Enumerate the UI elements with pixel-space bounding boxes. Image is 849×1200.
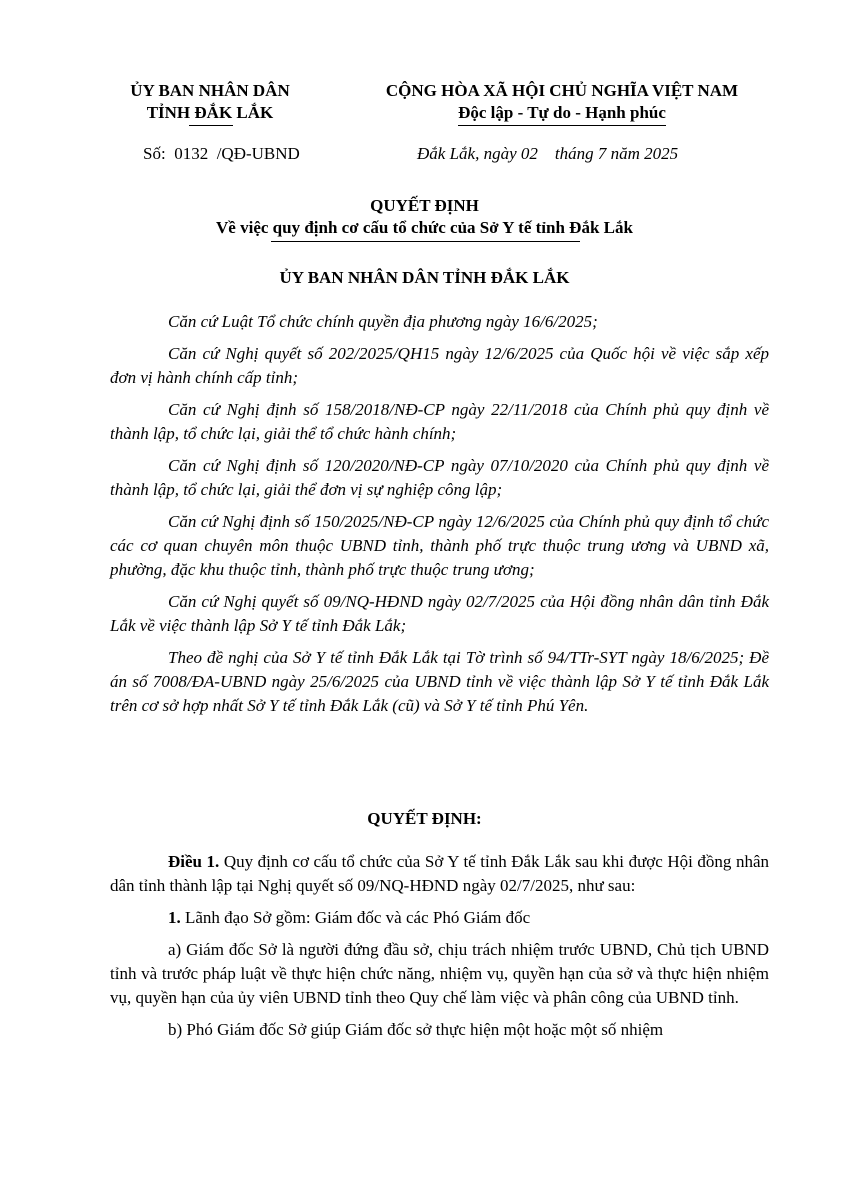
number-suffix: /QĐ-UBND xyxy=(216,144,300,163)
article-1-item-1 xyxy=(110,906,769,930)
legal-basis-item: Căn cứ Nghị quyết số 09/NQ-HĐND ngày 02/7/2025 của Hội đồng nhân dân tỉnh Đắk Lắk về việc thành lập Sở Y tế tỉnh Đắk Lắk; xyxy=(110,592,769,635)
article-1-text: Quy định cơ cấu tổ chức của Sở Y tế tỉnh Đắk Lắk sau khi được Hội đồng nhân dân tỉnh thành lập tại Nghị quyết số 09/NQ-HĐND ngày 02/7/2025, như sau: xyxy=(110,852,769,895)
article-1-label: Điều 1. xyxy=(168,852,220,871)
item-1-text: Lãnh đạo Sở gồm: Giám đốc và các Phó Giám đốc xyxy=(180,908,531,927)
nation-motto: Độc lập - Tự do - Hạnh phúc xyxy=(458,102,666,126)
legal-bases xyxy=(110,310,769,718)
legal-basis-item: Theo đề nghị của Sở Y tế tỉnh Đắk Lắk tại Tờ trình số 94/TTr-SYT ngày 18/6/2025; Đề án số 7008/ĐA-UBND ngày 25/6/2025 của UBND tỉnh về việc thành lập Sở Y tế tỉnh Đắk Lắk trên cơ sở hợp nhất Sở Y tế tỉnh Đắk Lắk (cũ) và Sở Y tế tỉnh Phú Yên. xyxy=(110,648,769,715)
title-underline xyxy=(271,241,580,242)
article-1-item-b: b) Phó Giám đốc Sở giúp Giám đốc sở thực hiện một hoặc một số nhiệm xyxy=(168,1020,664,1039)
legal-basis-item: Căn cứ Luật Tổ chức chính quyền địa phương ngày 16/6/2025; xyxy=(168,312,598,331)
legal-basis-item: Căn cứ Nghị định số 150/2025/NĐ-CP ngày 12/6/2025 của Chính phủ quy định tổ chức các cơ quan chuyên môn thuộc UBND tỉnh, thành phố trực thuộc trung ương và UBND xã, phường, đặc khu thuộc tỉnh, thành phố trực thuộc trung ương; xyxy=(110,512,769,579)
number-value: 0132 xyxy=(174,144,209,163)
article-1-item-a: a) Giám đốc Sở là người đứng đầu sở, chịu trách nhiệm trước UBND, Chủ tịch UBND tỉnh và trước pháp luật về thực hiện chức năng, nhiệm vụ, quyền hạn của sở và thực hiện nhiệm vụ, quyền hạn của ủy viên UBND tỉnh theo Quy chế làm việc và phân công của UBND tỉnh. xyxy=(110,940,769,1007)
document-date: Đắk Lắk, ngày 02 tháng 7 năm 2025 xyxy=(417,144,679,163)
document-number xyxy=(143,143,300,165)
article-1-intro xyxy=(110,850,769,898)
national-header xyxy=(352,80,772,126)
agency-line-1: ỦY BAN NHÂN DÂN xyxy=(130,81,290,100)
nation-line-1: CỘNG HÒA XÃ HỘI CHỦ NGHĨA VIỆT NAM xyxy=(385,81,739,100)
number-label: Số: xyxy=(143,144,166,163)
issuer-heading: ỦY BAN NHÂN DÂN TỈNH ĐẮK LẮK xyxy=(279,268,570,287)
document-subject: Về việc quy định cơ cấu tổ chức của Sở Y tế tỉnh Đắk Lắk xyxy=(216,218,633,237)
legal-basis-item: Căn cứ Nghị định số 158/2018/NĐ-CP ngày 22/11/2018 của Chính phủ quy định về thành lập, tổ chức lại, giải thể tổ chức hành chính; xyxy=(110,400,769,443)
decision-heading: QUYẾT ĐỊNH: xyxy=(367,809,482,828)
agency-line-2: TỈNH ĐẮK LẮK xyxy=(146,103,274,122)
article-1 xyxy=(110,850,769,1042)
agency-header xyxy=(110,80,310,124)
legal-basis-item: Căn cứ Nghị quyết số 202/2025/QH15 ngày 12/6/2025 của Quốc hội về việc sắp xếp đơn vị hành chính cấp tỉnh; xyxy=(110,344,769,387)
item-1-label: 1. xyxy=(168,908,181,927)
document-title: QUYẾT ĐỊNH xyxy=(370,196,479,215)
legal-basis-item: Căn cứ Nghị định số 120/2020/NĐ-CP ngày 07/10/2020 của Chính phủ quy định về thành lập, tổ chức lại, giải thể đơn vị sự nghiệp công lập; xyxy=(110,456,769,499)
